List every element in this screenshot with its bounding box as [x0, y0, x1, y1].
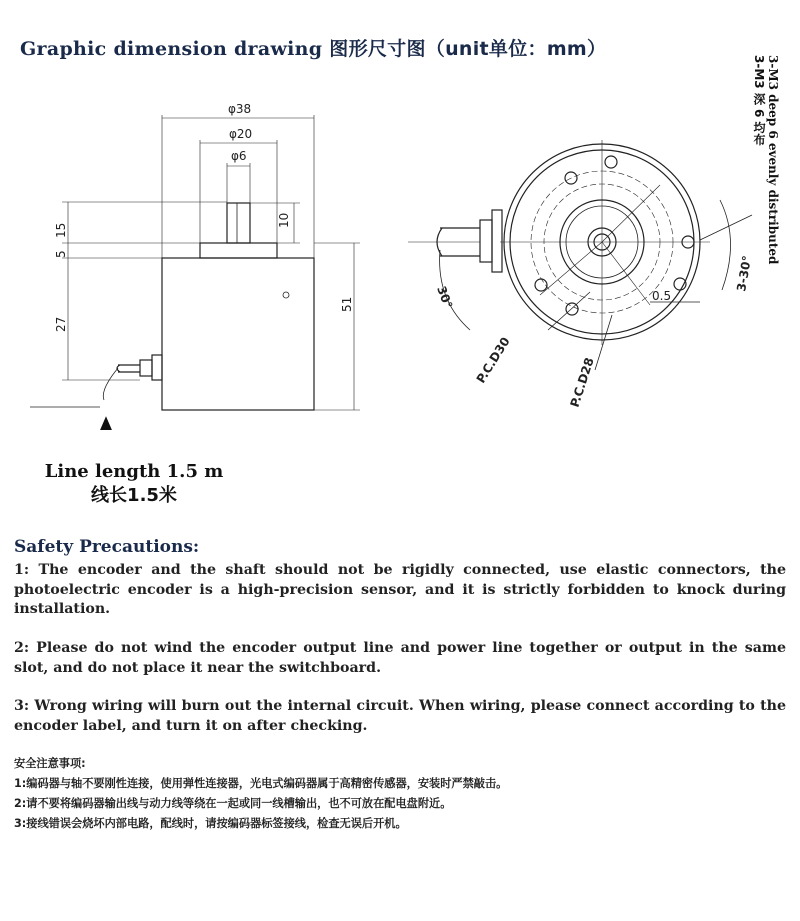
- dim-d20: φ20: [229, 127, 253, 141]
- pcd30-label: P.C.D30: [473, 334, 513, 386]
- safety-heading: Safety Precautions:: [14, 537, 200, 557]
- dim-05-label: 0.5: [652, 289, 672, 303]
- dim-h15: 15: [54, 222, 68, 238]
- title-en: Graphic dimension drawing: [20, 38, 323, 60]
- dim-h27: 27: [54, 316, 68, 332]
- safety-cn-item-3: 3:接线错误会烧坏内部电路，配线时，请按编码器标签接线，检查无误后开机。: [14, 817, 407, 830]
- safety-item-3: 3: Wrong wiring will burn out the internal circuit. When wiring, please connect according to the encoder label, and turn it on after checking.: [14, 698, 786, 734]
- encoder-flange: [200, 243, 277, 258]
- safety-cn-item-1: 1:编码器与轴不要刚性连接，使用弹性连接器，光电式编码器属于高精密传感器，安装时严禁敲击。: [14, 777, 508, 790]
- front-view: [408, 140, 755, 370]
- safety-item-2: 2: Please do not wind the encoder output line and power line together or output in the same slot, and do not place it near the switchboard.: [14, 640, 786, 676]
- angle-right-label: 3-30°: [734, 254, 755, 293]
- page-title: [20, 34, 606, 61]
- hole-note: [752, 55, 782, 265]
- line-length-label: [34, 460, 234, 508]
- safety-item-1: 1: The encoder and the shaft should not be rigidly connected, use elastic connectors, the photoelectric encoder is a high-precision sensor, and it is strictly forbidden to knock during installation.: [14, 562, 786, 617]
- safety-cn-item-2: 2:请不要将编码器输出线与动力线等绕在一起或同一线槽输出，也不可放在配电盘附近。: [14, 797, 452, 810]
- side-view: [30, 115, 360, 430]
- dim-h5: 5: [54, 250, 68, 258]
- encoder-shaft: [227, 203, 250, 243]
- title-cn: 图形尺寸图（unit单位：mm）: [329, 38, 607, 60]
- hole-note-cn: 3-M3 深 6 均布: [752, 55, 766, 146]
- dim-d38: φ38: [228, 102, 252, 116]
- hole-note-en: 3-M3 deep 6 evenly distributed: [766, 55, 780, 265]
- mount-hole: [605, 156, 617, 168]
- pcd28-label: P.C.D28: [567, 355, 597, 409]
- encoder-body: [162, 258, 314, 410]
- line-length-en: Line length 1.5 m: [44, 461, 224, 482]
- dim-h51: 51: [340, 296, 354, 312]
- safety-heading-cn: 安全注意事项:: [14, 757, 86, 770]
- arrow-up-icon: [100, 420, 112, 430]
- dim-h10: 10: [277, 212, 291, 228]
- angle-left-label: 30°: [434, 284, 456, 311]
- safety-cn-block: [14, 754, 786, 834]
- dimension-drawing: [0, 80, 800, 430]
- cable-gland: [152, 355, 162, 380]
- dim-d6: φ6: [231, 149, 247, 163]
- line-length-cn: 线长1.5米: [91, 485, 177, 506]
